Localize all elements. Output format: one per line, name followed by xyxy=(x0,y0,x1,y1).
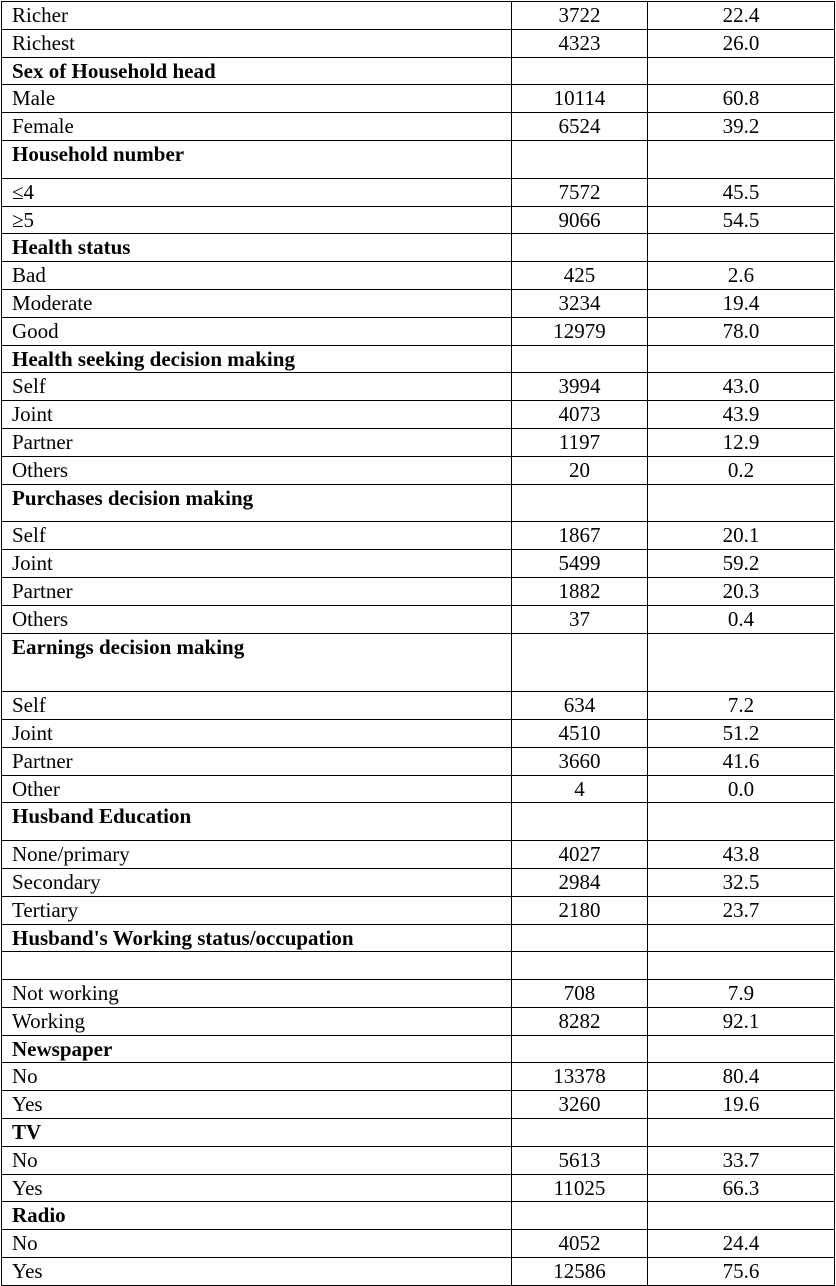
count-cell xyxy=(512,803,648,841)
section-header-label: Purchases decision making xyxy=(2,484,512,522)
count-cell: 1197 xyxy=(512,428,648,456)
percent-cell: 80.4 xyxy=(648,1063,835,1091)
table-row xyxy=(2,1091,835,1119)
section-header-row xyxy=(2,924,835,952)
table-row xyxy=(2,719,835,747)
row-label: No xyxy=(2,1063,512,1091)
percent-cell xyxy=(648,952,835,980)
row-label: ≥5 xyxy=(2,206,512,234)
row-label: Working xyxy=(2,1007,512,1035)
section-header-row xyxy=(2,484,835,522)
row-label: Partner xyxy=(2,747,512,775)
table-row xyxy=(2,1230,835,1258)
percent-cell: 54.5 xyxy=(648,206,835,234)
count-cell: 2180 xyxy=(512,896,648,924)
table-row xyxy=(2,178,835,206)
count-cell xyxy=(512,234,648,262)
table-row xyxy=(2,317,835,345)
percent-cell xyxy=(648,234,835,262)
percent-cell: 7.2 xyxy=(648,692,835,720)
percent-cell xyxy=(648,633,835,692)
table-row xyxy=(2,1007,835,1035)
row-label: Male xyxy=(2,85,512,113)
table-row xyxy=(2,262,835,290)
table-row xyxy=(2,896,835,924)
count-cell: 425 xyxy=(512,262,648,290)
section-header-row xyxy=(2,1035,835,1063)
table-row xyxy=(2,206,835,234)
count-cell: 9066 xyxy=(512,206,648,234)
row-label: Tertiary xyxy=(2,896,512,924)
table-row xyxy=(2,980,835,1008)
count-cell xyxy=(512,924,648,952)
count-cell: 3260 xyxy=(512,1091,648,1119)
count-cell: 4 xyxy=(512,775,648,803)
percent-cell: 26.0 xyxy=(648,29,835,57)
count-cell xyxy=(512,952,648,980)
count-cell xyxy=(512,1202,648,1230)
percent-cell: 32.5 xyxy=(648,868,835,896)
percent-cell: 59.2 xyxy=(648,550,835,578)
table-row xyxy=(2,577,835,605)
count-cell xyxy=(512,1035,648,1063)
percent-cell xyxy=(648,1202,835,1230)
table-row xyxy=(2,1258,835,1286)
table-row xyxy=(2,747,835,775)
section-header-row xyxy=(2,633,835,692)
row-label: Self xyxy=(2,522,512,550)
blank-row xyxy=(2,952,835,980)
count-cell: 634 xyxy=(512,692,648,720)
row-label: Joint xyxy=(2,550,512,578)
count-cell: 4510 xyxy=(512,719,648,747)
count-cell: 12979 xyxy=(512,317,648,345)
row-label: Yes xyxy=(2,1091,512,1119)
count-cell: 37 xyxy=(512,605,648,633)
percent-cell: 12.9 xyxy=(648,428,835,456)
count-cell xyxy=(512,140,648,178)
table-row xyxy=(2,2,835,30)
table-row xyxy=(2,692,835,720)
row-label: None/primary xyxy=(2,841,512,869)
section-header-label: Household number xyxy=(2,140,512,178)
table-row xyxy=(2,456,835,484)
row-label: Others xyxy=(2,605,512,633)
percent-cell xyxy=(648,924,835,952)
count-cell: 1867 xyxy=(512,522,648,550)
count-cell: 12586 xyxy=(512,1258,648,1286)
row-label: Joint xyxy=(2,401,512,429)
percent-cell: 20.1 xyxy=(648,522,835,550)
percent-cell: 60.8 xyxy=(648,85,835,113)
percent-cell: 0.0 xyxy=(648,775,835,803)
table-row xyxy=(2,373,835,401)
table-row xyxy=(2,775,835,803)
section-header-label: Radio xyxy=(2,1202,512,1230)
percent-cell xyxy=(648,1119,835,1147)
count-cell: 4073 xyxy=(512,401,648,429)
percent-cell: 66.3 xyxy=(648,1174,835,1202)
count-cell: 13378 xyxy=(512,1063,648,1091)
row-label: Partner xyxy=(2,577,512,605)
table-row xyxy=(2,841,835,869)
section-header-label: TV xyxy=(2,1119,512,1147)
table-row xyxy=(2,289,835,317)
data-table xyxy=(1,1,835,1286)
section-header-row xyxy=(2,57,835,85)
table-row xyxy=(2,522,835,550)
row-label: Yes xyxy=(2,1174,512,1202)
table-body xyxy=(2,2,835,1286)
row-label: Richest xyxy=(2,29,512,57)
percent-cell: 0.2 xyxy=(648,456,835,484)
percent-cell: 75.6 xyxy=(648,1258,835,1286)
count-cell xyxy=(512,1119,648,1147)
percent-cell: 43.0 xyxy=(648,373,835,401)
section-header-row xyxy=(2,803,835,841)
count-cell: 11025 xyxy=(512,1174,648,1202)
percent-cell: 39.2 xyxy=(648,113,835,141)
count-cell: 8282 xyxy=(512,1007,648,1035)
section-header-label: Health status xyxy=(2,234,512,262)
count-cell: 4323 xyxy=(512,29,648,57)
table-row xyxy=(2,1146,835,1174)
count-cell: 5499 xyxy=(512,550,648,578)
row-label: Joint xyxy=(2,719,512,747)
table-row xyxy=(2,605,835,633)
count-cell: 708 xyxy=(512,980,648,1008)
row-label: Others xyxy=(2,456,512,484)
row-label: Not working xyxy=(2,980,512,1008)
count-cell: 2984 xyxy=(512,868,648,896)
section-header-row xyxy=(2,345,835,373)
percent-cell: 33.7 xyxy=(648,1146,835,1174)
percent-cell: 41.6 xyxy=(648,747,835,775)
row-label: Yes xyxy=(2,1258,512,1286)
percent-cell xyxy=(648,484,835,522)
count-cell: 3722 xyxy=(512,2,648,30)
count-cell: 4027 xyxy=(512,841,648,869)
percent-cell: 78.0 xyxy=(648,317,835,345)
percent-cell: 43.8 xyxy=(648,841,835,869)
count-cell: 10114 xyxy=(512,85,648,113)
count-cell: 7572 xyxy=(512,178,648,206)
row-label: Good xyxy=(2,317,512,345)
table-row xyxy=(2,1063,835,1091)
percent-cell: 19.4 xyxy=(648,289,835,317)
table-row xyxy=(2,113,835,141)
row-label: Partner xyxy=(2,428,512,456)
section-header-label: Sex of Household head xyxy=(2,57,512,85)
section-header-row xyxy=(2,1202,835,1230)
row-label: Self xyxy=(2,373,512,401)
row-label: Other xyxy=(2,775,512,803)
percent-cell: 23.7 xyxy=(648,896,835,924)
percent-cell: 7.9 xyxy=(648,980,835,1008)
percent-cell: 22.4 xyxy=(648,2,835,30)
row-label xyxy=(2,952,512,980)
percent-cell: 45.5 xyxy=(648,178,835,206)
row-label: Moderate xyxy=(2,289,512,317)
count-cell: 4052 xyxy=(512,1230,648,1258)
percent-cell xyxy=(648,345,835,373)
count-cell: 3234 xyxy=(512,289,648,317)
count-cell xyxy=(512,484,648,522)
section-header-row xyxy=(2,234,835,262)
section-header-label: Earnings decision making xyxy=(2,633,512,692)
percent-cell: 51.2 xyxy=(648,719,835,747)
section-header-row xyxy=(2,1119,835,1147)
data-table-container xyxy=(1,1,834,1286)
section-header-label: Husband Education xyxy=(2,803,512,841)
percent-cell: 20.3 xyxy=(648,577,835,605)
percent-cell: 92.1 xyxy=(648,1007,835,1035)
table-row xyxy=(2,85,835,113)
section-header-label: Husband's Working status/occupation xyxy=(2,924,512,952)
row-label: Female xyxy=(2,113,512,141)
percent-cell: 19.6 xyxy=(648,1091,835,1119)
section-header-label: Health seeking decision making xyxy=(2,345,512,373)
percent-cell xyxy=(648,803,835,841)
percent-cell xyxy=(648,57,835,85)
count-cell: 5613 xyxy=(512,1146,648,1174)
row-label: Bad xyxy=(2,262,512,290)
row-label: No xyxy=(2,1146,512,1174)
table-row xyxy=(2,29,835,57)
count-cell: 20 xyxy=(512,456,648,484)
row-label: ≤4 xyxy=(2,178,512,206)
percent-cell: 2.6 xyxy=(648,262,835,290)
row-label: Self xyxy=(2,692,512,720)
table-row xyxy=(2,401,835,429)
percent-cell xyxy=(648,1035,835,1063)
row-label: Secondary xyxy=(2,868,512,896)
table-row xyxy=(2,550,835,578)
count-cell: 3660 xyxy=(512,747,648,775)
row-label: No xyxy=(2,1230,512,1258)
percent-cell: 24.4 xyxy=(648,1230,835,1258)
count-cell xyxy=(512,633,648,692)
count-cell xyxy=(512,345,648,373)
count-cell: 3994 xyxy=(512,373,648,401)
table-row xyxy=(2,428,835,456)
percent-cell: 0.4 xyxy=(648,605,835,633)
count-cell xyxy=(512,57,648,85)
percent-cell: 43.9 xyxy=(648,401,835,429)
table-row xyxy=(2,868,835,896)
section-header-row xyxy=(2,140,835,178)
count-cell: 6524 xyxy=(512,113,648,141)
section-header-label: Newspaper xyxy=(2,1035,512,1063)
percent-cell xyxy=(648,140,835,178)
count-cell: 1882 xyxy=(512,577,648,605)
row-label: Richer xyxy=(2,2,512,30)
table-row xyxy=(2,1174,835,1202)
